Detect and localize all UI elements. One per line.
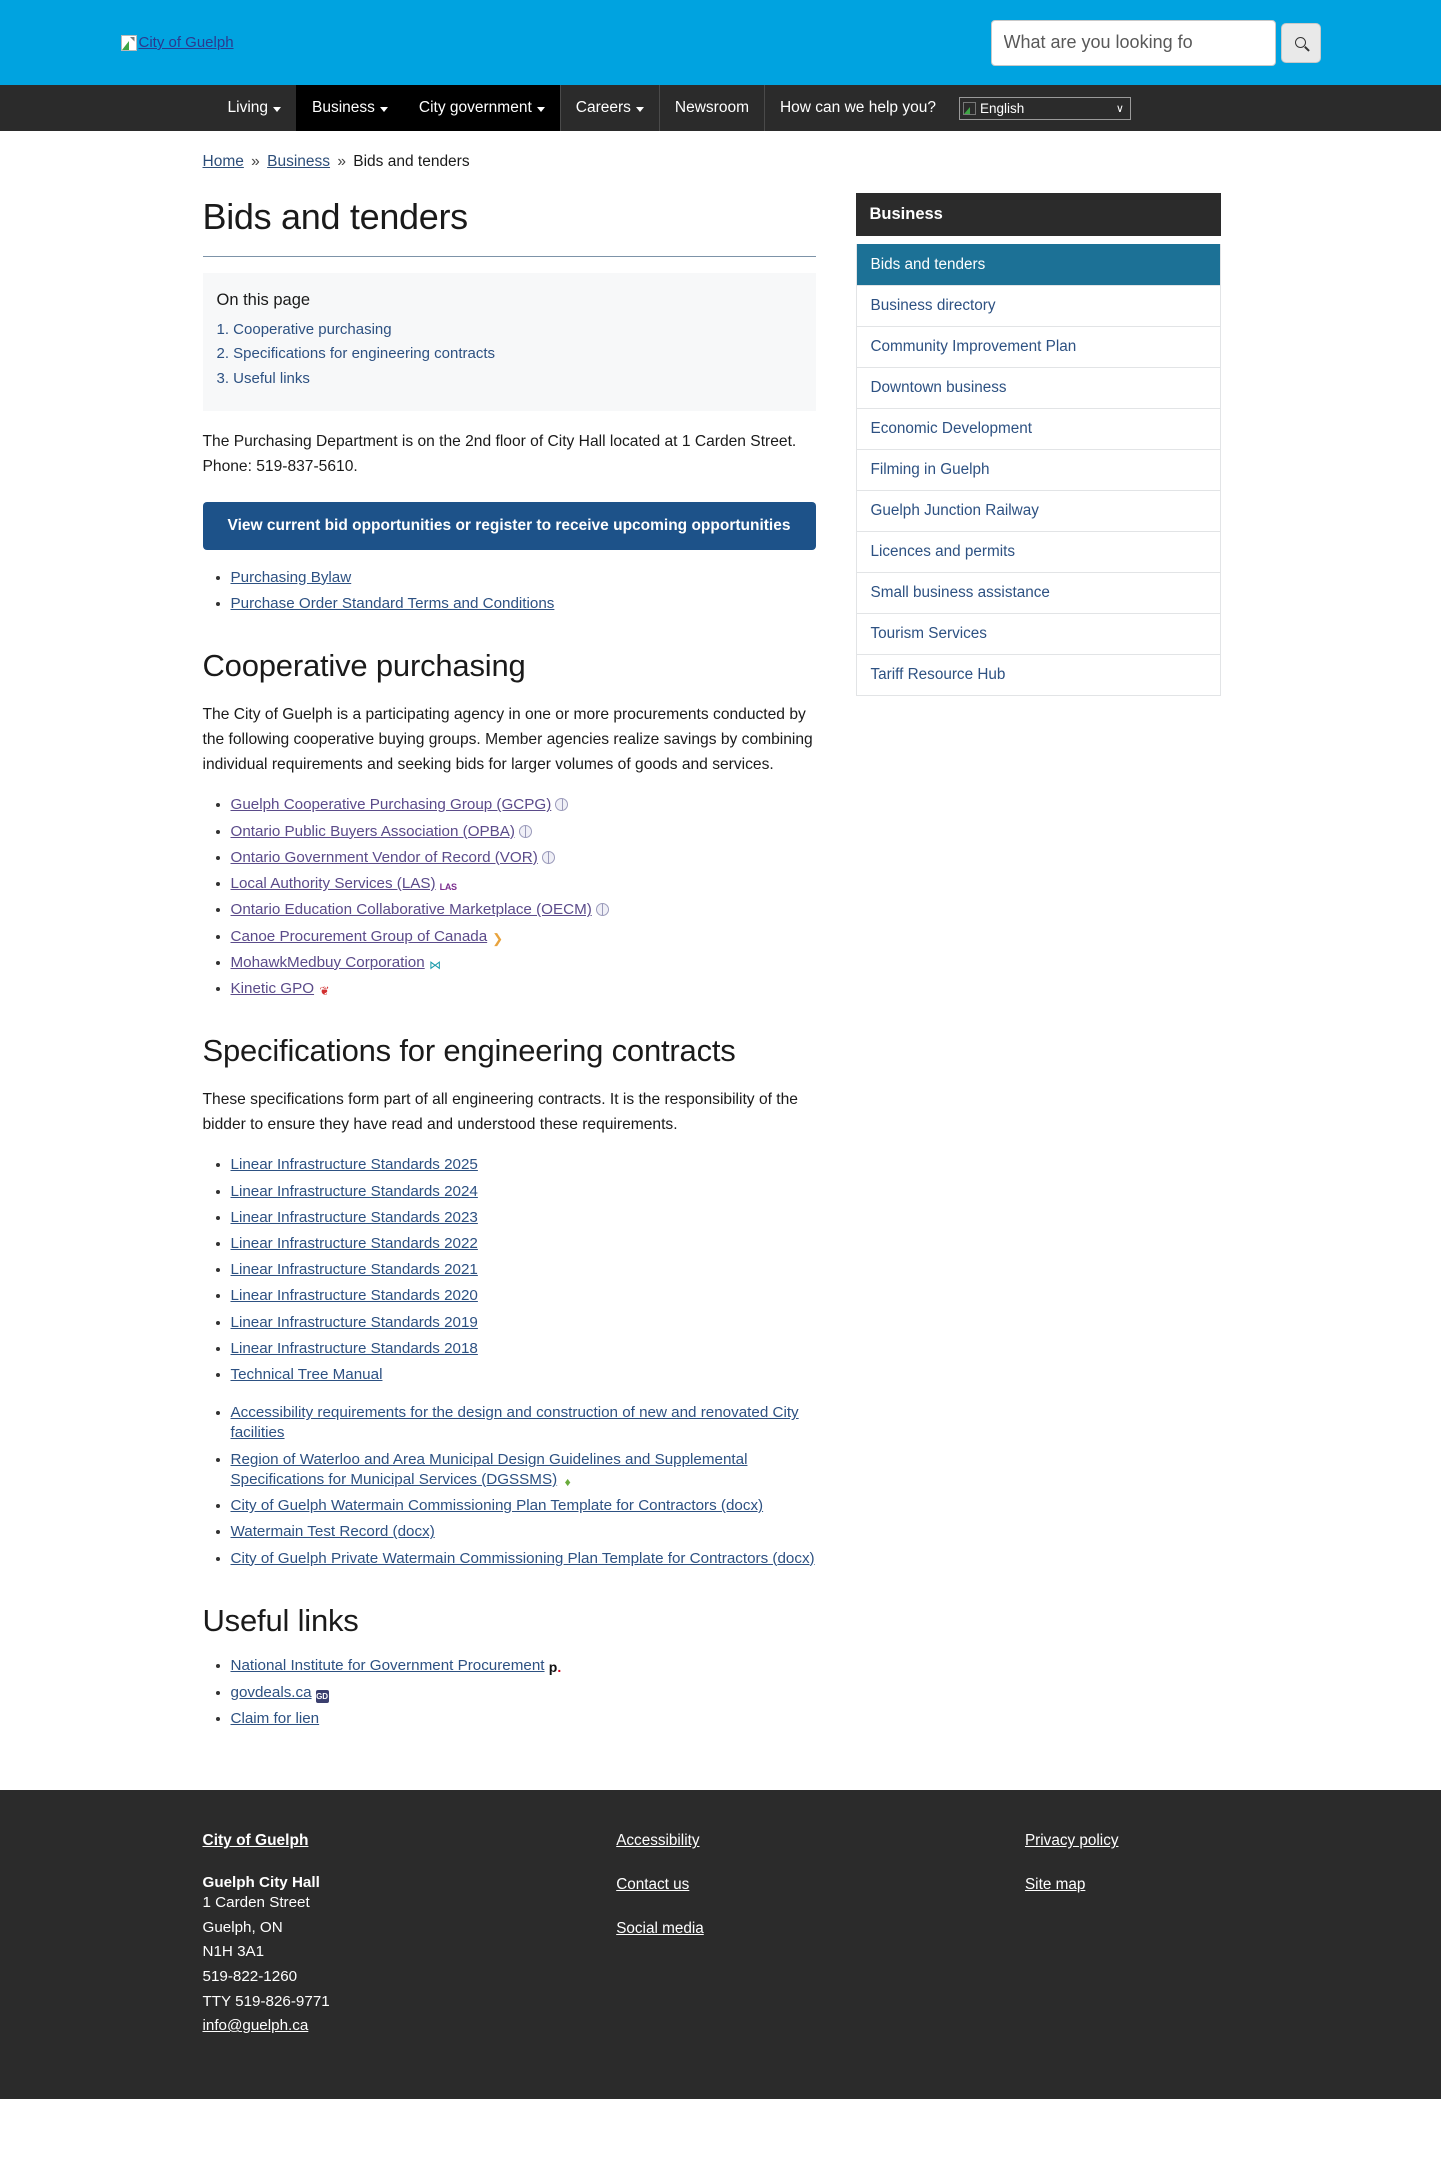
- footer-column-links-2: [1025, 1832, 1321, 2039]
- kinetic-favicon: ❦: [319, 983, 330, 998]
- chevron-down-icon: [636, 107, 644, 112]
- breadcrumb-separator-1: »: [251, 153, 260, 170]
- link-list-item: [231, 874, 816, 894]
- sidebar-heading: Business: [856, 193, 1221, 236]
- content-link[interactable]: Linear Infrastructure Standards 2023: [230, 1208, 478, 1226]
- footer-column-links-1: [616, 1832, 1025, 2039]
- link-list-item: [231, 1683, 816, 1703]
- sidebar-item-small-business-assistance[interactable]: [857, 572, 1220, 613]
- search-icon: [1295, 37, 1306, 48]
- sidebar-item-label: Bids and tenders: [870, 256, 986, 273]
- content-link[interactable]: Linear Infrastructure Standards 2018: [230, 1339, 478, 1357]
- globe-favicon: [555, 798, 568, 811]
- link-list-item: [231, 848, 816, 868]
- useful-links-heading: Useful links: [202, 1602, 359, 1638]
- footer-address-line: TTY 519-826-9771: [202, 1992, 330, 2010]
- nav-item-label: Business: [312, 99, 375, 116]
- sidebar-item-label: Guelph Junction Railway: [870, 502, 1039, 519]
- chevron-down-icon: [273, 107, 281, 112]
- cooperative-purchasing-paragraph: The City of Guelph is a participating agency in one or more procurements conducted by the following cooperative buying groups. Member agencies realize savings by combining individual requirements and seeking bids for larger volumes of goods and services.: [202, 705, 813, 774]
- link-list-item: [231, 1182, 816, 1202]
- content-link[interactable]: govdeals.ca: [230, 1683, 312, 1701]
- on-this-page-item: [217, 342, 802, 366]
- content-link[interactable]: Kinetic GPO: [230, 979, 315, 997]
- nav-item-city-government[interactable]: [403, 85, 560, 131]
- link-list-item: [231, 1709, 816, 1729]
- footer-address-line: Guelph, ON: [202, 1918, 283, 1936]
- nav-item-label: How can we help you?: [779, 99, 936, 116]
- link-list-item: [231, 1234, 816, 1254]
- specification-other-links: [203, 1403, 816, 1569]
- sidebar-item-label: Licences and permits: [870, 543, 1016, 560]
- on-this-page-heading: On this page: [216, 291, 311, 310]
- content-link[interactable]: Linear Infrastructure Standards 2019: [230, 1313, 478, 1331]
- nigp-favicon: p.: [548, 1659, 562, 1676]
- content-link[interactable]: MohawkMedbuy Corporation: [230, 953, 425, 971]
- main-navigation: [0, 85, 1441, 131]
- specifications-heading: Specifications for engineering contracts: [202, 1033, 736, 1069]
- content-link[interactable]: Linear Infrastructure Standards 2020: [230, 1287, 478, 1305]
- site-logo-label: City of Guelph: [138, 34, 234, 51]
- link-list-item: [231, 594, 816, 614]
- sidebar-item-downtown-business[interactable]: [857, 367, 1220, 408]
- header-search: [991, 20, 1321, 66]
- sidebar-item-licences-and-permits[interactable]: [857, 531, 1220, 572]
- globe-favicon: [519, 825, 532, 838]
- sidebar-item-tariff-resource-hub[interactable]: [857, 654, 1220, 695]
- view-bid-opportunities-button[interactable]: View current bid opportunities or register to receive upcoming opportunities: [203, 502, 816, 550]
- sidebar-item-label: Downtown business: [870, 379, 1007, 396]
- language-select[interactable]: [959, 97, 1131, 120]
- link-list-item: [231, 1549, 816, 1569]
- content-link[interactable]: Linear Infrastructure Standards 2024: [230, 1182, 478, 1200]
- title-divider: [203, 256, 816, 257]
- sidebar-item-economic-development[interactable]: [857, 408, 1220, 449]
- link-list-item: [231, 568, 816, 588]
- sidebar-item-bids-and-tenders[interactable]: [857, 244, 1220, 285]
- sidebar-item-community-improvement-plan[interactable]: [857, 326, 1220, 367]
- content-link[interactable]: Claim for lien: [230, 1709, 320, 1727]
- sidebar-item-label: Economic Development: [870, 420, 1033, 437]
- on-this-page-link[interactable]: 3. Useful links: [216, 369, 310, 387]
- useful-links-list: [203, 1656, 816, 1729]
- footer-address-line: 1 Carden Street: [202, 1894, 310, 1912]
- broken-image-icon: [121, 35, 137, 51]
- nav-item-label: City government: [418, 99, 532, 116]
- content-link[interactable]: Purchasing Bylaw: [230, 568, 352, 586]
- link-list-item: [231, 1403, 816, 1443]
- content-link[interactable]: Ontario Education Collaborative Marketplace (OECM): [230, 901, 592, 919]
- globe-favicon: [542, 851, 555, 864]
- las-favicon: LAS: [439, 882, 457, 893]
- content-link[interactable]: Ontario Government Vendor of Record (VOR): [230, 848, 538, 866]
- content-link[interactable]: Linear Infrastructure Standards 2025: [230, 1156, 478, 1174]
- search-button[interactable]: [1281, 23, 1321, 63]
- footer-link-site-map[interactable]: Site map: [1024, 1876, 1086, 1894]
- breadcrumb-home[interactable]: Home: [202, 153, 244, 170]
- canoe-favicon: ❯: [492, 930, 504, 946]
- nav-item-business[interactable]: [296, 85, 403, 131]
- search-input[interactable]: [991, 20, 1276, 66]
- link-list-item: [231, 953, 816, 973]
- link-list-item: [231, 1155, 816, 1175]
- sidebar: [856, 193, 1221, 696]
- content-link[interactable]: Region of Waterloo and Area Municipal Design Guidelines and Supplemental Specifications for Municipal Services (DGSSMS): [230, 1450, 748, 1488]
- nav-item-how-can-we-help-you[interactable]: [764, 85, 951, 131]
- content-link[interactable]: City of Guelph Private Watermain Commissioning Plan Template for Contractors (docx): [230, 1549, 815, 1567]
- content-link[interactable]: Watermain Test Record (docx): [230, 1523, 435, 1541]
- sidebar-item-label: Business directory: [870, 297, 996, 314]
- content-link[interactable]: Guelph Cooperative Purchasing Group (GCPG): [230, 796, 552, 814]
- link-list-item: [231, 1656, 816, 1676]
- content-link[interactable]: Purchase Order Standard Terms and Conditions: [230, 594, 555, 612]
- specification-standards-links: [203, 1155, 816, 1385]
- link-list-item: [231, 795, 816, 815]
- sidebar-item-label: Tariff Resource Hub: [870, 666, 1006, 683]
- footer-address-line: N1H 3A1: [202, 1943, 265, 1961]
- sidebar-nav: [856, 244, 1221, 696]
- govdeals-favicon: GD: [316, 1691, 329, 1701]
- cooperative-purchasing-heading: Cooperative purchasing: [202, 648, 526, 684]
- link-list-item: [231, 927, 816, 947]
- link-list-item: [231, 979, 816, 999]
- nav-item-careers[interactable]: [560, 85, 659, 131]
- content-link[interactable]: Accessibility requirements for the design and construction of new and renovated City facilities: [230, 1404, 799, 1442]
- footer-address-title: Guelph City Hall: [202, 1874, 320, 1892]
- on-this-page-link[interactable]: 2. Specifications for engineering contracts: [216, 345, 495, 363]
- chevron-down-icon: [537, 107, 545, 112]
- sidebar-item-guelph-junction-railway[interactable]: [857, 490, 1220, 531]
- broken-image-icon: [963, 102, 976, 115]
- nav-item-newsroom[interactable]: [659, 85, 764, 131]
- breadcrumb-current: Bids and tenders: [353, 153, 470, 170]
- link-list-item: [231, 1496, 816, 1516]
- breadcrumb-separator-2: »: [337, 153, 346, 170]
- content-link[interactable]: Canoe Procurement Group of Canada: [230, 927, 488, 945]
- link-list-item: [231, 822, 816, 842]
- language-select-value: English: [979, 100, 1025, 116]
- sidebar-item-business-directory[interactable]: [857, 285, 1220, 326]
- intro-paragraph: The Purchasing Department is on the 2nd floor of City Hall located at 1 Carden Street. Phone: 519-837-5610.: [202, 433, 797, 476]
- link-list-item: [231, 1313, 816, 1333]
- sidebar-item-label: Small business assistance: [870, 584, 1050, 601]
- nav-item-living[interactable]: [213, 85, 297, 131]
- footer-org-link[interactable]: City of Guelph: [202, 1832, 309, 1850]
- content-link[interactable]: Local Authority Services (LAS): [230, 875, 436, 893]
- on-this-page-box: [203, 273, 816, 411]
- footer-address-line: 519-822-1260: [202, 1967, 298, 1985]
- link-list-item: [231, 1339, 816, 1359]
- link-list-item: [231, 1260, 816, 1280]
- content-link[interactable]: City of Guelph Watermain Commissioning Plan Template for Contractors (docx): [230, 1497, 764, 1515]
- site-header: [0, 0, 1441, 85]
- link-list-item: [231, 1450, 816, 1490]
- site-footer: [0, 1790, 1441, 2099]
- site-logo-link[interactable]: [121, 34, 234, 51]
- main-content: [203, 183, 816, 1735]
- on-this-page-item: [217, 318, 802, 342]
- chevron-down-icon: ∨: [1115, 102, 1124, 115]
- content-link[interactable]: Linear Infrastructure Standards 2022: [230, 1234, 478, 1252]
- on-this-page-link[interactable]: 1. Cooperative purchasing: [216, 321, 392, 339]
- footer-link-social-media[interactable]: Social media: [616, 1920, 704, 1938]
- nav-item-label: Careers: [575, 99, 631, 116]
- footer-link-accessibility[interactable]: Accessibility: [616, 1832, 700, 1850]
- chevron-down-icon: [380, 107, 388, 112]
- content-link[interactable]: National Institute for Government Procurement: [230, 1657, 545, 1675]
- link-list-item: [231, 1365, 816, 1385]
- content-link[interactable]: Linear Infrastructure Standards 2021: [230, 1261, 478, 1279]
- link-list-item: [231, 1286, 816, 1306]
- sidebar-item-label: Community Improvement Plan: [870, 338, 1077, 355]
- sidebar-item-label: Tourism Services: [870, 625, 987, 642]
- link-list-item: [231, 1522, 816, 1542]
- footer-link-privacy-policy[interactable]: Privacy policy: [1024, 1832, 1119, 1850]
- cooperative-purchasing-links: [203, 795, 816, 999]
- mohawk-favicon: ⋈: [429, 957, 442, 972]
- on-this-page-item: [217, 367, 802, 391]
- footer-link-contact-us[interactable]: Contact us: [616, 1876, 690, 1894]
- specifications-paragraph: These specifications form part of all engineering contracts. It is the responsibility of the bidder to ensure they have read and understood these requirements.: [202, 1090, 798, 1134]
- breadcrumb: [121, 131, 1321, 183]
- link-list-item: [231, 1208, 816, 1228]
- nav-item-label: Living: [227, 99, 268, 116]
- on-this-page-list: [217, 318, 802, 391]
- footer-column-address: [203, 1832, 617, 2039]
- dgssms-favicon: ♦: [564, 1474, 571, 1489]
- link-list-item: [231, 900, 816, 920]
- top-links-list: [203, 568, 816, 614]
- breadcrumb-parent[interactable]: Business: [267, 153, 331, 170]
- content-link[interactable]: Ontario Public Buyers Association (OPBA): [230, 822, 515, 840]
- page-title: Bids and tenders: [202, 196, 468, 237]
- sidebar-item-tourism-services[interactable]: [857, 613, 1220, 654]
- content-link[interactable]: Technical Tree Manual: [230, 1366, 383, 1384]
- nav-item-label: Newsroom: [674, 99, 749, 116]
- language-selector-wrap: [959, 85, 1131, 131]
- footer-email-link[interactable]: info@guelph.ca: [202, 2017, 309, 2035]
- sidebar-item-label: Filming in Guelph: [870, 461, 990, 478]
- sidebar-item-filming-in-guelph[interactable]: [857, 449, 1220, 490]
- footer-address-lines: [203, 1891, 617, 2014]
- globe-favicon: [596, 903, 609, 916]
